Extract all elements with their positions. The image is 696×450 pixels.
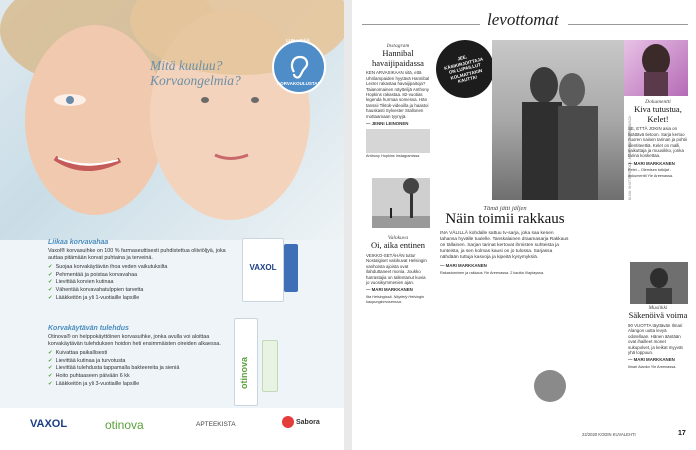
title-rule-left	[362, 24, 480, 25]
article-kicker: Valokuva	[387, 235, 409, 241]
alanko-photo	[630, 262, 688, 304]
article-title: Säkenöivä voima	[628, 310, 688, 321]
vaxol-bottle	[284, 244, 298, 292]
article-kicker: Musiikki	[648, 305, 668, 311]
photo-illustration	[0, 0, 344, 240]
sabora-logo-icon	[282, 416, 294, 428]
title-rule-right	[568, 24, 688, 25]
otinova-section	[48, 326, 228, 388]
alanko-illustration	[630, 262, 688, 304]
ad-headline	[150, 58, 241, 88]
vaxol-body: Vaxol® korvasuihke on 100 % farmaseuttisesti puhdistettua oliiviöljyä, joka auttaa pitämään korvat puhtaina ja terveinä.	[48, 248, 226, 261]
vaxol-box-label: VAXOL	[249, 263, 277, 272]
otinova-box	[234, 318, 258, 406]
otinova-title: Korvakäytävän tulehdus	[48, 325, 129, 332]
headline-line-2: Korvaongelmia?	[150, 73, 241, 88]
badge-bottom-text: KORVAKOULUSTA!	[277, 81, 319, 86]
apteekista-text: APTEEKISTA	[196, 421, 236, 428]
article-kicker: Dokumentti	[645, 99, 671, 105]
vaxol-logo: VAXOL	[30, 418, 68, 430]
couple-illustration	[492, 40, 624, 200]
list-item: ✔ Hoito puhtaaseen päivään 6 kk	[48, 373, 130, 379]
vaxol-box	[242, 238, 284, 302]
editorial-page	[352, 0, 696, 450]
article-title: Kiva tutustua, Kelet!	[634, 104, 682, 124]
otinova-benefits	[48, 350, 228, 387]
dokumentti-article	[628, 100, 688, 179]
kelet-illustration	[624, 40, 688, 96]
couple-photo	[492, 40, 624, 200]
article-body: SE, ETTÄ JOKIN asia on lisättävä tietoon. Sarja kertoo nuoren naisen tarinan ja pohtii identiteettiä. Kelet on malli, vaikuttaja ja muusikko, jonka tarina koskettaa.	[628, 126, 687, 159]
check-icon: ✔	[48, 287, 53, 293]
section-title: levottomat	[487, 10, 559, 29]
valokuva-article	[366, 236, 430, 306]
list-item: ✔ Pehmentää ja poistaa korvavahaa	[48, 271, 138, 278]
vaxol-benefits	[48, 264, 228, 301]
badge-top-text: LUE LISÄÄ	[286, 38, 310, 43]
article-kicker: Tämä jätti jäljen	[483, 205, 527, 212]
article-signature: — MARI MARKKANEN	[366, 287, 413, 293]
article-caption: Kelet – Olemisen tutkijat -dokumentti Yle Areenassa.	[628, 168, 674, 178]
article-body: KEN ARVASIKAAN sitä, että Uhrilampaiden hyytävä Hannibal Lecter rakastaa havaijipaitoja? Taianomainen näyttelijä Anthony Hopkins rakastaa. 82-vuotias legenda hurmaa somessa. Hän tanssii Tiktok-videoilla ja haastoi hauskasti Sylvester Stallonen mottaamaan tyynyjä.	[366, 70, 430, 119]
article-title: Näin toimii rakkaus	[445, 211, 565, 228]
article-caption: Ilmari Alanko Yle Areenassa.	[628, 364, 677, 369]
ad-page	[0, 0, 344, 450]
list-item: ✔ Lievittää korvien kutinaa	[48, 279, 114, 286]
article-signature: — MARI MARKKANEN	[628, 357, 675, 363]
otinova-body: Otinova® on helppokäyttöinen korvasuihke, jonka avulla voi aloittaa korvakäytävän tulehduksen hoidon heti ensimmäisten oireiden alkaessa.	[48, 334, 221, 347]
check-icon: ✔	[48, 373, 53, 379]
check-icon: ✔	[48, 380, 53, 387]
check-icon: ✔	[48, 279, 53, 286]
photo-credit: KUVA: SHUTTERSTOCK, JOSEPHINE BORNEBUSCH	[628, 115, 632, 200]
ear-glyph-icon	[288, 54, 310, 80]
tree-illustration	[372, 178, 430, 228]
list-item: ✔ Lievittää kutinaa ja turvotusta	[48, 357, 126, 364]
list-item: ✔ Lievittää tulehdusta tappamalla bakteereita ja sieniä	[48, 365, 180, 372]
sabora-logo: Sabora	[296, 419, 320, 426]
vaxol-title: Liikaa korvavahaa	[48, 239, 109, 246]
article-kicker: Instagram	[386, 43, 410, 49]
check-icon: ✔	[48, 271, 53, 278]
check-icon: ✔	[48, 264, 53, 271]
check-icon: ✔	[48, 365, 53, 372]
list-item: ✔ Lääkkeitön ja yli 3-vuotiaille lapsille	[48, 380, 140, 387]
instagram-thumb	[366, 129, 430, 153]
article-body: 90 VUOTTA täyttävän Ilmari Alangon uutta levyä odotellaan. Hänen ääntään ovat ihailleet monet sukupolvet, ja keikat myyvät yhä loppuun.	[628, 322, 683, 355]
mother-child-photo	[0, 0, 344, 240]
article-body: INA VÄLILLÄ kohdalle sattuu tv-sarja, joka saa kenen tahansa hyvälle tuulelle. Tanskalainen draamasarja Rakkaus on tällainen. Sarjan tarinat kertovat ihmisten suhteista ja tunteista, ja sen kolmas kausi on jo tulossa. Sarjassa nähdään tuttuja kasvoja ja kipeitä kysymyksiä.	[440, 231, 569, 261]
otinova-logo: otinova	[105, 418, 144, 432]
list-item: ✔ Suojaa korvakäytävän ihoa veden vaikutuksilta	[48, 264, 168, 271]
tree-photo	[372, 178, 430, 228]
otinova-box-label: otinova	[239, 356, 249, 389]
musiikki-article	[628, 306, 688, 370]
article-body: VEIKKO-SETÄHÄN tuttu! Nostalgiset valokuvat Helsingin vanhoista ajoista ovat ilahduttaneet monia. Joukko harrastajia on tallentanut kuvia jo vuosikymmenien ajan.	[366, 252, 427, 285]
article-caption: Rakastuminen ja rakkaus Yle Areenassa. 2 kautta Viaplayssa.	[440, 270, 545, 275]
author-portrait	[534, 370, 566, 402]
list-item: ✔ Lääkkeitön ja yli 1-vuotiaille lapsille	[48, 294, 140, 301]
check-icon: ✔	[48, 294, 53, 301]
promo-stamp: JEE, KÄSIKIRJOITTAJA ON LUPAILLUT KOLMATTAKIN KAUTTA!	[430, 34, 500, 104]
feature-article	[440, 206, 570, 276]
check-icon: ✔	[48, 357, 53, 364]
article-caption: Anthony Hopkins Instagramissa	[366, 154, 420, 159]
page-footer: 22/2020 KODIN KUVALEHTI	[582, 432, 636, 437]
article-caption: Ilta Helsingissä. Näyttely Helsingin kaupunginmuseossa.	[366, 294, 425, 305]
headline-line-1: Mitä kuuluu?	[150, 58, 223, 73]
list-item: ✔ Vähentää korvavahatulppien tarvetta	[48, 287, 144, 293]
article-signature: — MARI MARKKANEN	[440, 263, 487, 269]
article-title: Hannibal havaijipaidassa	[372, 48, 424, 68]
otinova-bottle	[262, 340, 278, 392]
article-signature: — JENNI LEINONEN	[366, 121, 409, 127]
check-icon: ✔	[48, 350, 53, 357]
instagram-article	[366, 44, 430, 160]
article-signature: — MARI MARKKANEN	[628, 160, 675, 166]
page-number: 17	[678, 430, 686, 437]
kelet-photo	[624, 40, 688, 96]
vaxol-section	[48, 240, 228, 302]
list-item: ✔ Kuivattaa paikallisesti	[48, 350, 108, 357]
article-title: Oi, aika entinen	[370, 240, 426, 251]
